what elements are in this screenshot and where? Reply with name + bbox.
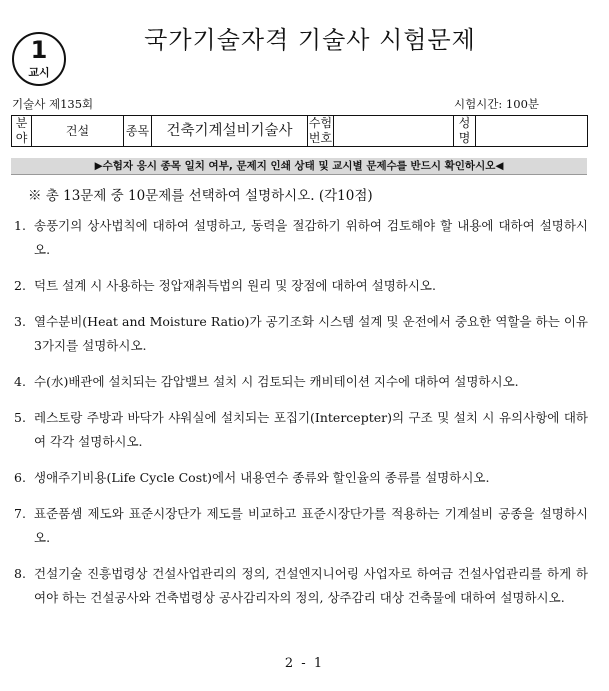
question-item: [14, 370, 588, 394]
question-text: 열수분비(Heat and Moisture Ratio)가 공기조화 시스템 설계 및 운전에서 중요한 역할을 하는 이유 3가지를 설명하시오.: [34, 314, 588, 353]
question-number: 4.: [14, 374, 26, 389]
question-item: [14, 310, 588, 358]
name-value: [476, 116, 588, 147]
question-text: 레스토랑 주방과 바닥가 샤워실에 설치되는 포집기(Intercepter)의 구조 및 설치 시 유의사항에 대하여 각각 설명하시오.: [34, 410, 588, 449]
question-number: 5.: [14, 410, 26, 425]
session-badge: [12, 32, 66, 86]
instruction: ※ 총 13문제 중 10문제를 선택하여 설명하시오. (각10점): [28, 188, 373, 204]
question-text: 건설기술 진흥법령상 건설사업관리의 정의, 건설엔지니어링 사업자로 하여금 건설사업관리를 하게 하여야 하는 건설공사와 건축법령상 공사감리자의 정의, 상주감리 대상 건축물에 대하여 설명하시오.: [34, 566, 588, 605]
question-text: 생애주기비용(Life Cycle Cost)에서 내용연수 종류와 할인율의 종류를 설명하시오.: [34, 470, 490, 485]
question-item: [14, 562, 588, 610]
item-label: 종목: [124, 116, 152, 147]
question-number: 6.: [14, 470, 26, 485]
question-number: 8.: [14, 566, 26, 581]
question-item: [14, 502, 588, 550]
question-number: 1.: [14, 218, 26, 233]
question-item: [14, 406, 588, 454]
question-text: 수(水)배관에 설치되는 감압밸브 설치 시 검토되는 캐비테이션 지수에 대하여 설명하시오.: [34, 374, 519, 389]
exam-time: 시험시간: 100분: [453, 97, 539, 111]
question-number: 3.: [14, 314, 26, 329]
question-number: 7.: [14, 506, 26, 521]
exam-round: 기술사 제135회: [12, 97, 94, 111]
exam-no-value: [334, 116, 454, 147]
question-number: 2.: [14, 278, 26, 293]
notice-bar: ▶수험자 응시 종목 일치 여부, 문제지 인쇄 상태 및 교시별 문제수를 반드시 확인하시오◀: [11, 158, 587, 175]
session-number: 1: [30, 36, 48, 64]
exam-info-table: [11, 115, 588, 147]
question-text: 덕트 설계 시 사용하는 정압재취득법의 원리 및 장점에 대하여 설명하시오.: [34, 278, 436, 293]
page-number: 2 - 1: [284, 656, 325, 671]
question-item: [14, 274, 588, 298]
field-value: 건설: [32, 116, 124, 147]
name-label: 성명: [454, 116, 476, 147]
item-value: 건축기계설비기술사: [152, 116, 308, 147]
question-text: 송풍기의 상사법칙에 대하여 설명하고, 동력을 절감하기 위하여 검토해야 할 내용에 대하여 설명하시오.: [34, 218, 588, 257]
question-text: 표준품셈 제도와 표준시장단가 제도를 비교하고 표준시장단가를 적용하는 기계설비 공종을 설명하시오.: [34, 506, 588, 545]
question-item: [14, 214, 588, 262]
question-item: [14, 466, 588, 490]
session-label: 교시: [28, 66, 50, 79]
page-title: 국가기술자격 기술사 시험문제: [144, 26, 476, 54]
field-label: 분야: [12, 116, 32, 147]
exam-no-label: 수험번호: [308, 116, 333, 145]
question-list: [14, 214, 588, 622]
